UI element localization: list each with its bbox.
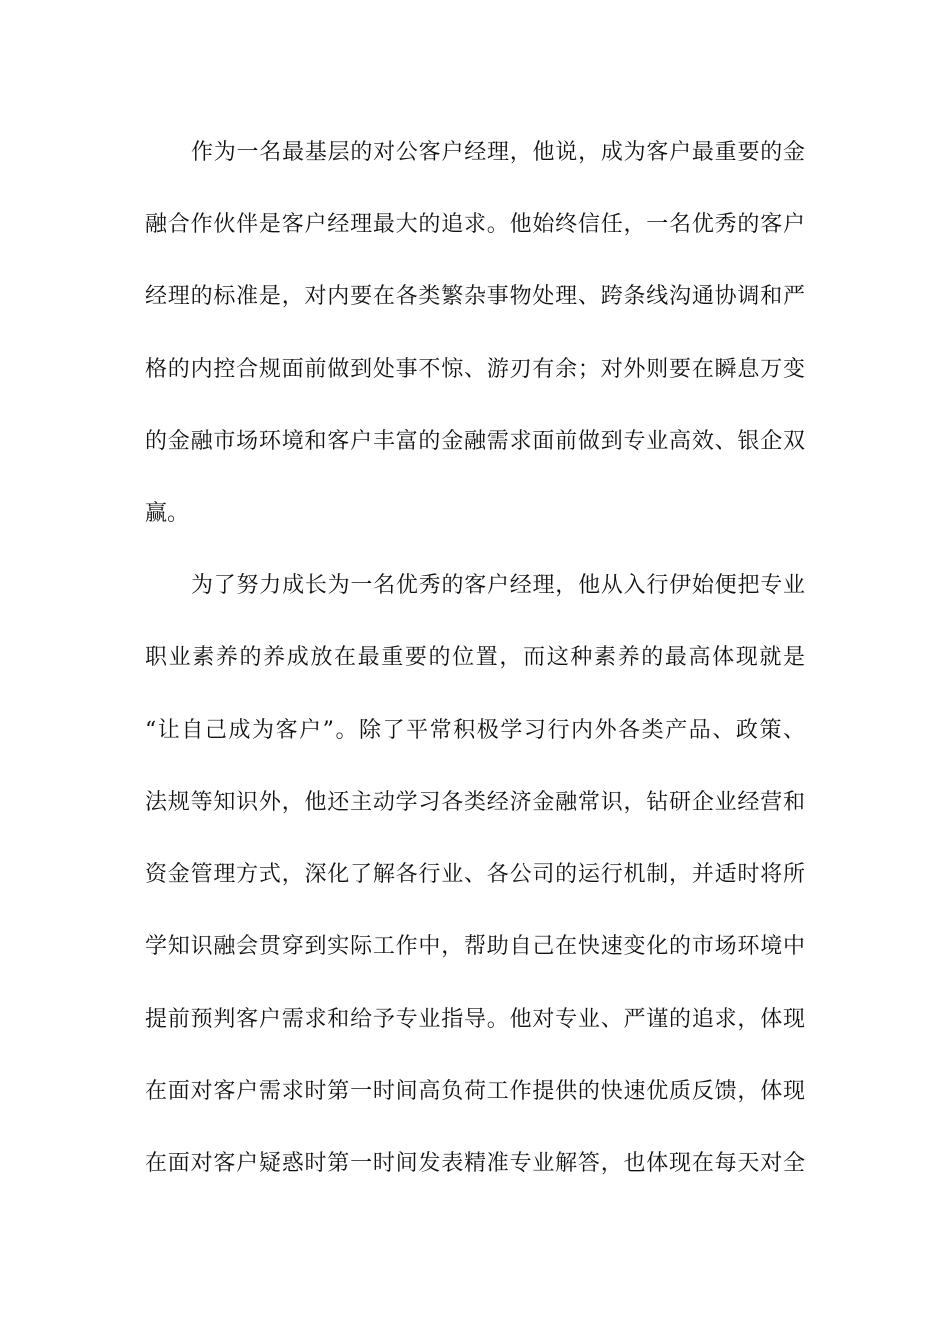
paragraph-1-line-5: 的金融市场环境和客户丰富的金融需求面前做到专业高效、银企双 (145, 429, 805, 454)
paragraph-1-line-2: 融合作伙伴是客户经理最大的追求。他始终信任，一名优秀的客户 (145, 212, 805, 237)
paragraph-1-line-3: 经理的标准是，对内要在各类繁杂事物处理、跨条线沟通协调和严 (145, 284, 805, 309)
paragraph-2-line-6: 学知识融会贯穿到实际工作中，帮助自己在快速变化的市场环境中 (145, 934, 805, 959)
paragraph-2-line-1: 为了努力成长为一名优秀的客户经理，他从入行伊始便把专业 (191, 573, 805, 598)
paragraph-2-line-5: 资金管理方式，深化了解各行业、各公司的运行机制，并适时将所 (145, 862, 805, 887)
paragraph-2-line-2: 职业素养的养成放在最重要的位置，而这种素养的最高体现就是 (145, 645, 805, 670)
paragraph-1-line-4: 格的内控合规面前做到处事不惊、游刃有余；对外则要在瞬息万变 (145, 357, 805, 382)
paragraph-2-line-3: “让自己成为客户”。除了平常积极学习行内外各类产品、政策、 (145, 718, 805, 743)
paragraph-2-line-7: 提前预判客户需求和给予专业指导。他对专业、严谨的追求，体现 (145, 1007, 805, 1032)
paragraph-2-line-4: 法规等知识外，他还主动学习各类经济金融常识，钻研企业经营和 (145, 790, 805, 815)
paragraph-1-line-6: 赢。 (145, 501, 190, 526)
paragraph-1-line-1: 作为一名最基层的对公客户经理，他说，成为客户最重要的金 (191, 140, 805, 165)
paragraph-2-line-9: 在面对客户疑惑时第一时间发表精准专业解答，也体现在每天对全 (145, 1151, 805, 1176)
paragraph-2-line-8: 在面对客户需求时第一时间高负荷工作提供的快速优质反馈，体现 (145, 1079, 805, 1104)
